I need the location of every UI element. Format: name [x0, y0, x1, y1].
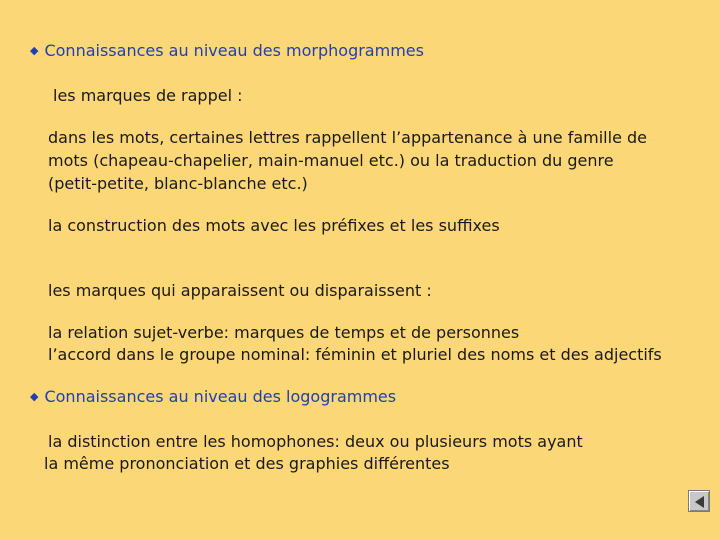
rappel-text-line-1: dans les mots, certaines lettres rappellent l’appartenance à une famille de — [48, 128, 647, 147]
heading-text: Connaissances au niveau des morphogrammes — [44, 41, 424, 60]
marques-text-line-1: la relation sujet-verbe: marques de temps et de personnes — [48, 323, 520, 342]
rappel-title — [53, 85, 243, 107]
bullet-icon: ◆ — [30, 390, 39, 403]
heading-morphogrammes — [30, 40, 424, 62]
distinction-line-2: la même prononciation et des graphies différentes — [44, 454, 450, 473]
marques-colon: : — [421, 281, 432, 300]
heading-text: Connaissances au niveau des logogrammes — [44, 387, 397, 406]
rappel-colon: : — [232, 86, 243, 105]
rappel-title-text: les marques de rappel — [53, 86, 233, 105]
distinction-text: : deux ou plusieurs mots ayant — [334, 432, 583, 451]
construction-title: la construction des mots — [48, 216, 246, 235]
rappel-text-line-3: (petit-petite, blanc-blanche etc.) — [48, 174, 308, 193]
back-button[interactable] — [688, 490, 710, 512]
construction-text: avec les préfixes et les suffixes — [245, 216, 500, 235]
construction-line — [48, 215, 500, 237]
back-arrow-icon — [693, 495, 707, 509]
marques-text-line-2: l’accord dans le groupe nominal: féminin et pluriel des noms et des adjectifs — [48, 345, 662, 364]
heading-logogrammes — [30, 386, 396, 408]
marques-title — [48, 280, 432, 302]
rappel-text-line-2: mots (chapeau-chapelier, main-manuel etc.) ou la traduction du genre — [48, 151, 614, 170]
marques-title-text: les marques qui apparaissent ou disparaissent — [48, 281, 422, 300]
distinction-line — [48, 431, 583, 453]
distinction-title: la distinction entre les homophones — [48, 432, 335, 451]
bullet-icon: ◆ — [30, 44, 39, 57]
